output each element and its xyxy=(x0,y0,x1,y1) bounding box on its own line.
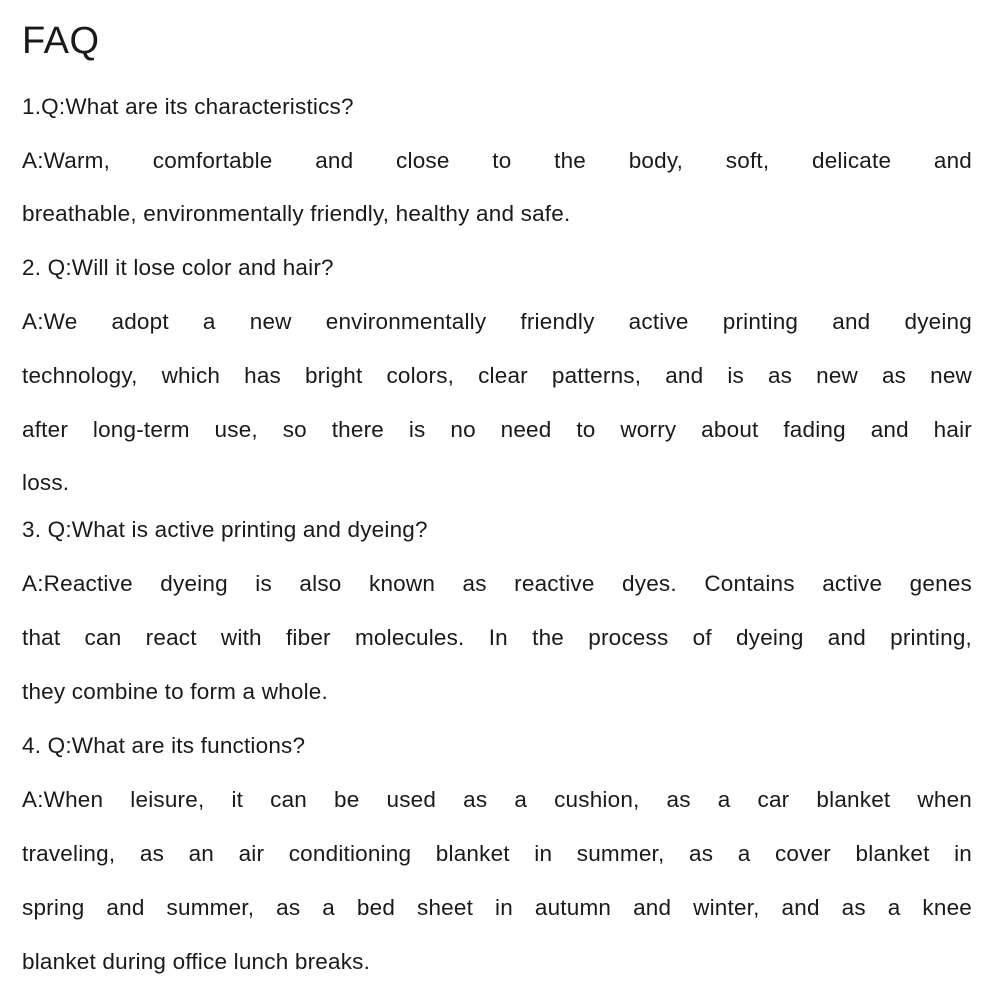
page-title: FAQ xyxy=(22,20,100,62)
question-3: 3. Q:What is active printing and dyeing? xyxy=(22,517,428,542)
answer-4-line-3: spring and summer, as a bed sheet in autumn and winter, and as a knee xyxy=(22,895,972,920)
answer-4-line-2: traveling, as an air conditioning blanket in summer, as a cover blanket in xyxy=(22,841,972,866)
answer-4-line-1: A:When leisure, it can be used as a cushion, as a car blanket when xyxy=(22,787,972,812)
answer-2-line-3: after long-term use, so there is no need to worry about fading and hair xyxy=(22,417,972,442)
answer-2-line-4: loss. xyxy=(22,470,70,495)
question-2: 2. Q:Will it lose color and hair? xyxy=(22,255,334,280)
answer-3-line-3: they combine to form a whole. xyxy=(22,679,328,704)
answer-1-line-2: breathable, environmentally friendly, healthy and safe. xyxy=(22,201,571,226)
answer-1-line-1: A:Warm, comfortable and close to the body, soft, delicate and xyxy=(22,148,972,173)
question-4: 4. Q:What are its functions? xyxy=(22,733,306,758)
answer-3-line-1: A:Reactive dyeing is also known as reactive dyes. Contains active genes xyxy=(22,571,972,596)
answer-2-line-1: A:We adopt a new environmentally friendly active printing and dyeing xyxy=(22,309,972,334)
question-1: 1.Q:What are its characteristics? xyxy=(22,94,354,119)
answer-3-line-2: that can react with fiber molecules. In the process of dyeing and printing, xyxy=(22,625,972,650)
answer-2-line-2: technology, which has bright colors, clear patterns, and is as new as new xyxy=(22,363,972,388)
answer-4-line-4: blanket during office lunch breaks. xyxy=(22,949,371,974)
